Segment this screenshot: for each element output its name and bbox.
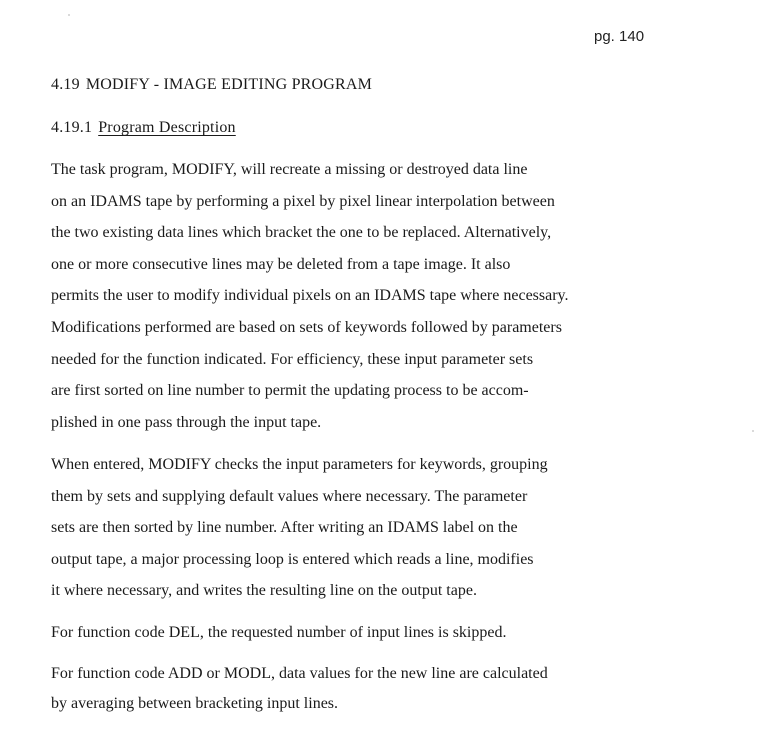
subsection-heading [51, 119, 236, 137]
paragraph-line: Modifications performed are based on sets of keywords followed by parameters [51, 318, 562, 336]
page-number: pg. 140 [594, 28, 645, 45]
section-title: MODIFY - IMAGE EDITING PROGRAM [85, 76, 373, 93]
paragraph-line: output tape, a major processing loop is entered which reads a line, modifies [51, 550, 534, 568]
paragraph-line: them by sets and supplying default values where necessary. The parameter [51, 487, 528, 505]
paragraph-line: When entered, MODIFY checks the input parameters for keywords, grouping [51, 456, 548, 473]
scan-speck [752, 430, 754, 432]
paragraph-line: one or more consecutive lines may be deleted from a tape image. It also [51, 255, 511, 273]
subsection-number: 4.19.1 [51, 119, 93, 136]
paragraph-processing-loop [51, 449, 548, 607]
paragraph-line: plished in one pass through the input tape. [51, 413, 322, 431]
paragraph-line: sets are then sorted by line number. After writing an IDAMS label on the [51, 519, 518, 537]
paragraph-line: by averaging between bracketing input lines. [51, 695, 339, 712]
paragraph-line: permits the user to modify individual pixels on an IDAMS tape where necessary. [51, 287, 569, 305]
paragraph-add-modl-function [51, 659, 548, 719]
paragraph-del-function [51, 617, 506, 649]
paragraph-line: on an IDAMS tape by performing a pixel by pixel linear interpolation between [51, 192, 555, 210]
scan-speck [68, 14, 70, 16]
paragraph-line: needed for the function indicated. For efficiency, these input parameter sets [51, 350, 534, 368]
section-number: 4.19 [51, 76, 80, 93]
paragraph-program-overview [51, 154, 569, 438]
paragraph-line: it where necessary, and writes the resulting line on the output tape. [51, 582, 477, 600]
paragraph-line: the two existing data lines which bracket the one to be replaced. Alternatively, [51, 224, 552, 242]
paragraph-line: The task program, MODIFY, will recreate a missing or destroyed data line [51, 161, 528, 178]
section-heading [51, 76, 372, 94]
subsection-title: Program Description [98, 119, 236, 136]
paragraph-line: For function code DEL, the requested number of input lines is skipped. [51, 624, 507, 641]
paragraph-line: For function code ADD or MODL, data values for the new line are calculated [51, 665, 548, 682]
paragraph-line: are first sorted on line number to permit the updating process to be accom- [51, 382, 529, 400]
